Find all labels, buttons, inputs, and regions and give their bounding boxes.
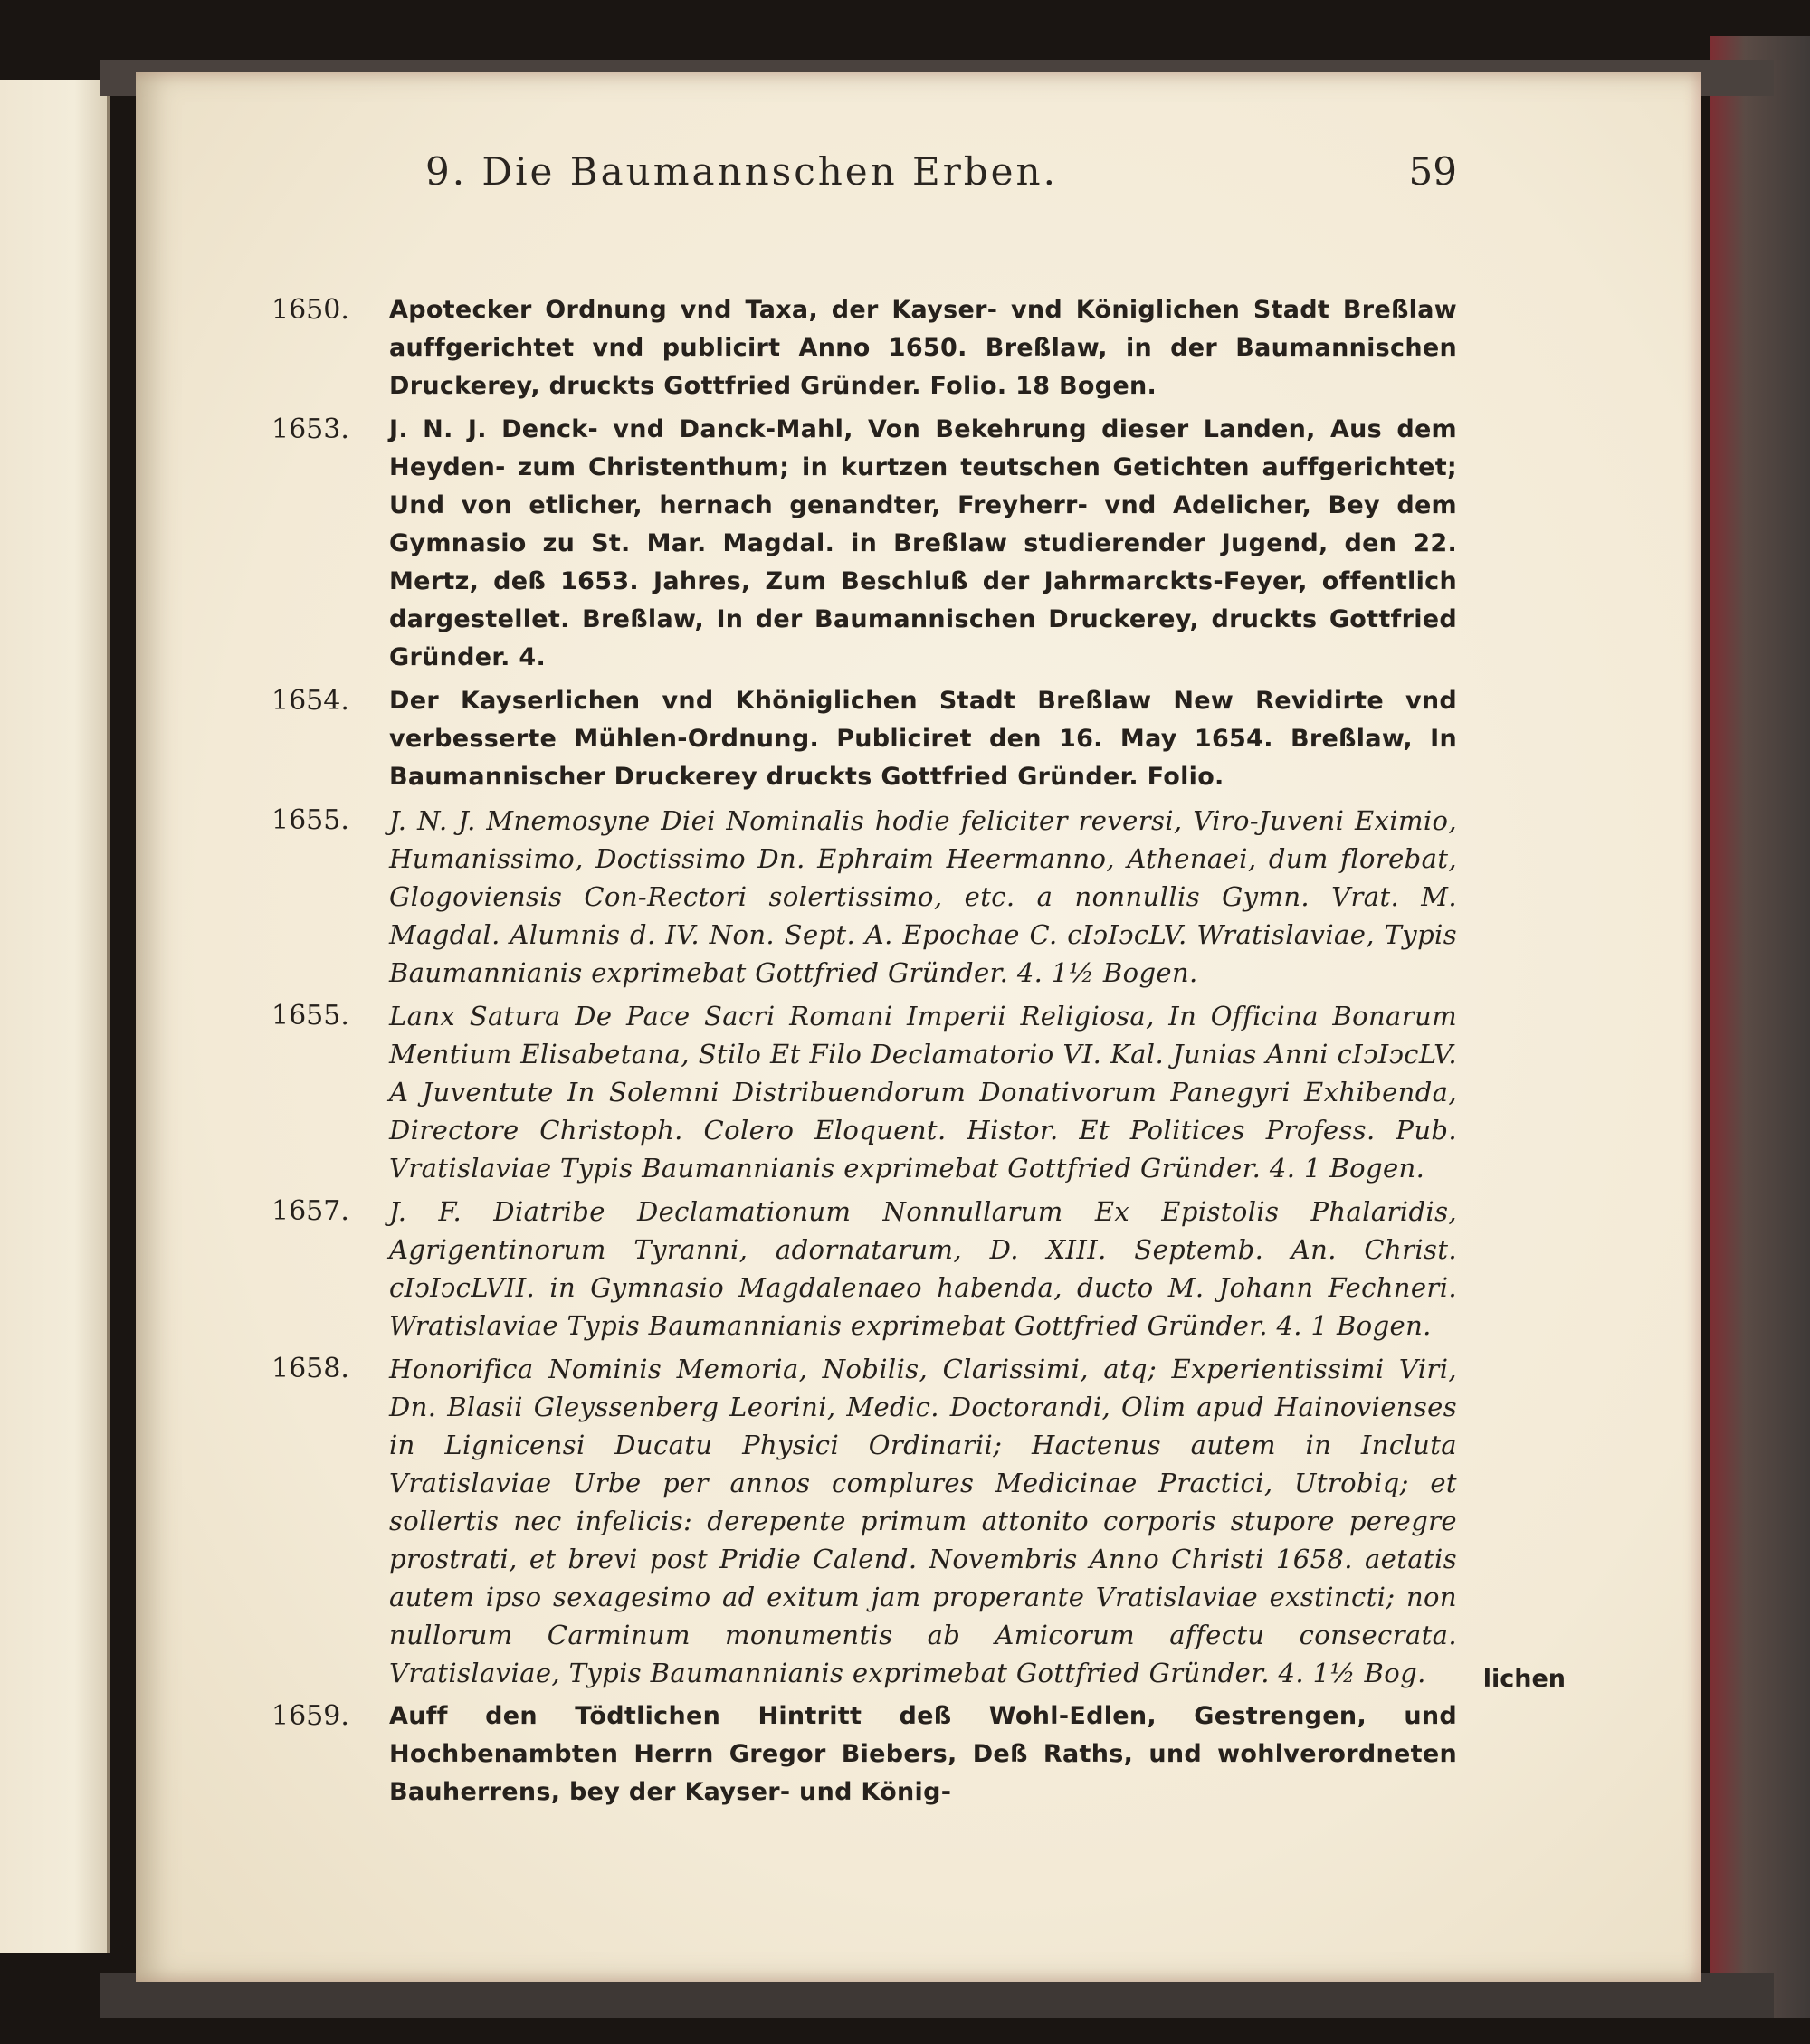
entry-year: 1655. bbox=[272, 1000, 349, 1032]
entry-text: Auff den Tödtlichen Hintritt deß Wohl-Edlen, Gestrengen, und Hochbenambten Herrn Gregor Biebers, Deß Raths, und wohlverordneten Bauherrens, bey der Kayser- und König- bbox=[389, 1702, 1457, 1806]
catchword: lichen bbox=[1482, 1665, 1566, 1693]
page-title: 9. Die Baumannschen Erben. bbox=[425, 149, 1058, 194]
entry-year: 1650. bbox=[272, 294, 349, 326]
entry-year: 1658. bbox=[272, 1353, 349, 1384]
list-item bbox=[272, 1350, 1457, 1692]
entry-text: J. N. J. Mnemosyne Diei Nominalis hodie feliciter reversi, Viro-Juveni Eximio, Humanissimo, Doctissimo Dn. Ephraim Heermanno, Athenaei, dum florebat, Glogoviensis Con-Rectori solertissimo, etc. a nonnullis Gymn. Vrat. M. Magdal. Alumnis d. IV. Non. Sept. A. Epochae C. cIↄIↄcLV. Wratislaviae, Typis Baumannianis exprimebat Gottfried Gründer. 4. 1½ Bogen. bbox=[389, 805, 1457, 988]
list-item bbox=[272, 1697, 1457, 1811]
page-number: 59 bbox=[1408, 149, 1457, 194]
entry-text: Honorifica Nominis Memoria, Nobilis, Clarissimi, atq; Experientissimi Viri, Dn. Blasii Gleyssenberg Leorini, Medic. Doctorandi, Olim apud Hainovienses in Lignicensi Ducatu Physici Ordinarii; Hactenus autem in Incluta Vratislaviae Urbe per annos complures Medicinae Practici, Utrobiq; et sollertis nec infelicis: derepente primum attonito corporis stupore peregre prostrati, et brevi post Pridie Calend. Novembris Anno Christi 1658. aetatis autem ipso sexagesimo ad exitum jam properante Vratislaviae exstincti; non nullorum Carminum monumentis ab Amicorum affectu consecrata. Vratislaviae, Typis Baumannianis exprimebat Gottfried Gründer. 4. 1½ Bog. bbox=[389, 1354, 1457, 1688]
entry-text: Apotecker Ordnung vnd Taxa, der Kayser- vnd Königlichen Stadt Breßlaw auffgerichtet vnd publicirt Anno 1650. Breßlaw, in der Baumannischen Druckerey, druckts Gottfried Gründer. Folio. 18 Bogen. bbox=[389, 296, 1457, 400]
entry-text: Der Kayserlichen vnd Khöniglichen Stadt Breßlaw New Revidirte vnd verbesserte Mühlen-Ordnung. Publiciret den 16. May 1654. Breßlaw, In Baumannischer Druckerey druckts Gottfried Gründer. Folio. bbox=[389, 687, 1457, 791]
previous-page-edge bbox=[0, 80, 110, 1953]
list-item bbox=[272, 411, 1457, 677]
book-cover-edge bbox=[1710, 36, 1810, 2018]
entry-year: 1657. bbox=[272, 1195, 349, 1227]
entry-year: 1659. bbox=[272, 1700, 349, 1732]
list-item bbox=[272, 802, 1457, 992]
entry-year: 1654. bbox=[272, 685, 349, 717]
list-item bbox=[272, 291, 1457, 405]
running-header bbox=[425, 149, 1457, 213]
bibliography-list bbox=[272, 291, 1457, 1817]
list-item bbox=[272, 1193, 1457, 1345]
entry-year: 1655. bbox=[272, 804, 349, 836]
entry-text: J. N. J. Denck- vnd Danck-Mahl, Von Bekehrung dieser Landen, Aus dem Heyden- zum Christenthum; in kurtzen teutschen Getichten auffgerichtet; Und von etlicher, hernach genandter, Freyherr- vnd Adelicher, Bey dem Gymnasio zu St. Mar. Magdal. in Breßlaw studierender Jugend, den 22. Mertz, deß 1653. Jahres, Zum Beschluß der Jahrmarckts-Feyer, offentlich dargestellet. Breßlaw, In der Baumannischen Druckerey, druckts Gottfried Gründer. 4. bbox=[389, 415, 1457, 671]
list-item bbox=[272, 682, 1457, 796]
entry-text: J. F. Diatribe Declamationum Nonnullarum Ex Epistolis Phalaridis, Agrigentinorum Tyranni, adornatarum, D. XIII. Septemb. An. Christ. cIↄIↄcLVII. in Gymnasio Magdalenaeo habenda, ducto M. Johann Fechneri. Wratislaviae Typis Baumannianis exprimebat Gottfried Gründer. 4. 1 Bogen. bbox=[389, 1196, 1457, 1341]
list-item bbox=[272, 997, 1457, 1187]
entry-year: 1653. bbox=[272, 414, 349, 445]
entry-text: Lanx Satura De Pace Sacri Romani Imperii Religiosa, In Officina Bonarum Mentium Elisabetana, Stilo Et Filo Declamatorio VI. Kal. Junias Anni cIↄIↄcLV. A Juventute In Solemni Distribuendorum Donativorum Panegyri Exhibenda, Directore Christoph. Colero Eloquent. Histor. Et Politices Profess. Pub. Vratislaviae Typis Baumannianis exprimebat Gottfried Gründer. 4. 1 Bogen. bbox=[389, 1001, 1457, 1184]
